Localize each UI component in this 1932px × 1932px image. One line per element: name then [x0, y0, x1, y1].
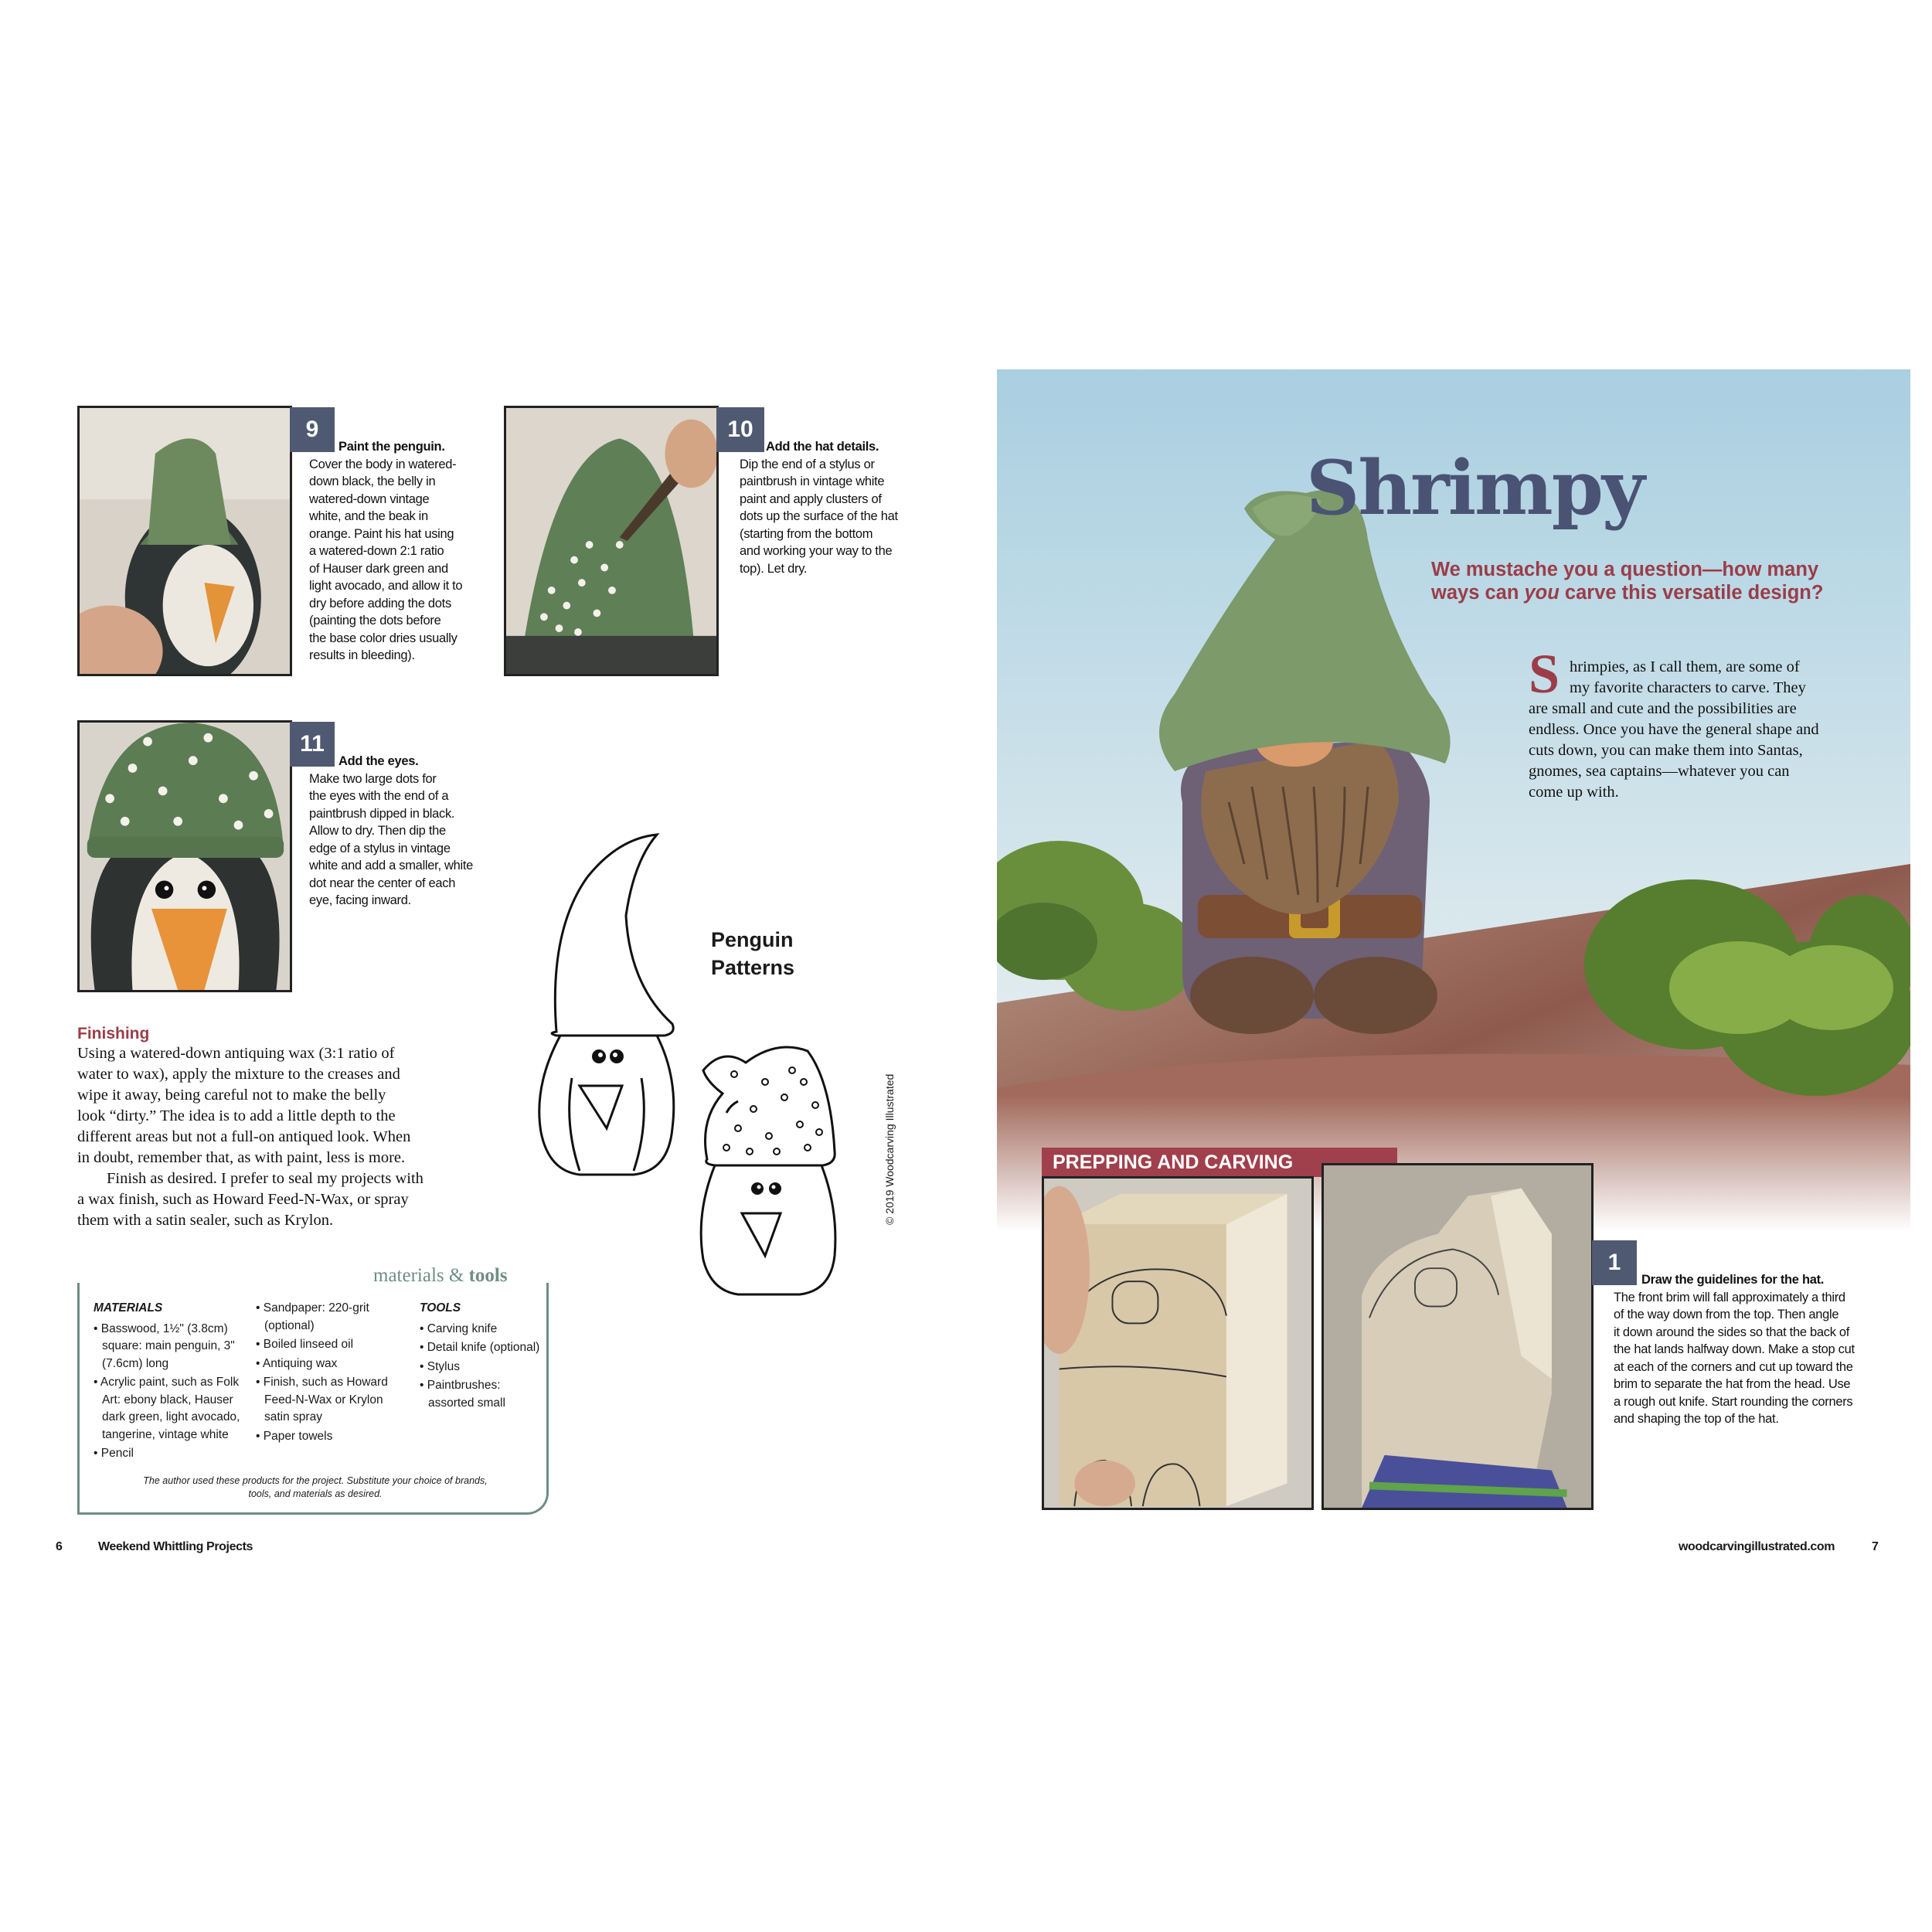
tools-column — [420, 1300, 543, 1413]
step-1-line: it down around the sides so that the back of — [1614, 1325, 1850, 1339]
materials-note-line: tools, and materials as desired. — [248, 1488, 383, 1499]
step-9-line: white, and the beak in — [309, 509, 428, 523]
step-1-photo-a — [1042, 1176, 1314, 1510]
step-11-line: paintbrush dipped in black. — [309, 806, 455, 821]
finishing-line: a wax finish, such as Howard Feed-N-Wax, or spray — [77, 1191, 409, 1208]
step-10-line: dots up the surface of the hat — [740, 509, 898, 523]
step-11-line: the eyes with the end of a — [309, 789, 449, 803]
step-11-line: eye, facing inward. — [309, 893, 411, 907]
materials-heading: MATERIALS — [94, 1301, 163, 1315]
step-11-line: Allow to dry. Then dip the — [309, 824, 446, 838]
intro-line: hrimpies, as I call them, are some of — [1570, 658, 1800, 675]
material-item: • Finish, such as Howard Feed-N-Wax or Krylon satin spray — [256, 1374, 391, 1427]
step-9-line: of Hauser dark green and — [309, 561, 448, 576]
intro-paragraph — [1529, 643, 1869, 803]
finishing-line: them with a satin sealer, such as Krylon. — [77, 1212, 334, 1229]
step-11-badge: 11 — [290, 722, 335, 767]
step-11-photo — [77, 720, 292, 992]
tool-item: • Stylus — [420, 1359, 543, 1376]
material-item: • Sandpaper: 220-grit (optional) — [256, 1300, 391, 1335]
materials-column-1 — [94, 1300, 252, 1464]
step-9-line: watered-down vintage — [309, 492, 430, 506]
finishing-line: in doubt, remember that, as with paint, less is more. — [77, 1149, 406, 1166]
step-9-photo — [77, 406, 292, 676]
step-9-line: (painting the dots before — [309, 614, 441, 628]
step-1-line: brim to separate the hat from the head. Use — [1614, 1377, 1851, 1391]
step-11-text — [309, 753, 487, 910]
deck-line-2: ways can you carve this versatile design? — [1431, 582, 1824, 604]
materials-tools-box — [77, 1283, 549, 1515]
step-11-line: edge of a stylus in vintage — [309, 841, 451, 855]
step-9-line: light avocado, and allow it to — [309, 579, 463, 593]
intro-line: gnomes, sea captains—whatever you can — [1529, 763, 1790, 780]
step-1-badge: 1 — [1592, 1240, 1637, 1285]
material-item: • Antiquing wax — [256, 1355, 391, 1373]
step-1-text — [1614, 1271, 1869, 1428]
penguin-pattern-tall-hat — [533, 831, 680, 1179]
pattern-label-line-2: Patterns — [711, 956, 795, 979]
finishing-line: look “dirty.” The idea is to add a little depth to the — [77, 1107, 396, 1124]
finishing-paragraph-2 — [77, 1168, 479, 1231]
step-10-line: (starting from the bottom — [740, 526, 873, 541]
left-footer-title: Weekend Whittling Projects — [98, 1540, 253, 1553]
intro-line: endless. Once you have the general shape and — [1529, 721, 1819, 738]
step-11-title: Add the eyes. — [338, 754, 419, 768]
materials-title-word: materials — [373, 1265, 444, 1286]
materials-title-amp: & — [444, 1265, 469, 1286]
material-item: • Paper towels — [256, 1428, 391, 1446]
intro-line: cuts down, you can make them into Santas, — [1529, 742, 1803, 759]
tools-heading: TOOLS — [420, 1301, 461, 1315]
tool-item: • Paintbrushes: assorted small — [420, 1377, 543, 1412]
materials-column-2 — [256, 1300, 391, 1447]
finishing-line: water to wax), apply the mixture to the creases and — [77, 1066, 400, 1083]
step-1-title: Draw the guidelines for the hat. — [1641, 1273, 1825, 1287]
step-10-line: and working your way to the — [740, 544, 893, 558]
material-item: • Acrylic paint, such as Folk Art: ebony black, Hauser dark green, light avocado, tangerine, vintage white — [94, 1374, 252, 1444]
pattern-label-line-1: Penguin — [711, 928, 794, 951]
step-10-badge: 10 — [716, 407, 764, 452]
materials-note-line: The author used these products for the project. Substitute your choice of brands, — [143, 1475, 488, 1486]
tool-item: • Carving knife — [420, 1321, 543, 1338]
finishing-line: Using a watered-down antiquing wax (3:1 ratio of — [77, 1045, 395, 1062]
step-1-line: a rough out knife. Start rounding the corners — [1614, 1394, 1853, 1409]
tool-item: • Detail knife (optional) — [420, 1339, 543, 1357]
section-banner: PREPPING AND CARVING — [1042, 1148, 1397, 1177]
finishing-line: Finish as desired. I prefer to seal my projects with — [107, 1170, 423, 1187]
step-1-line: and shaping the top of the hat. — [1614, 1412, 1779, 1426]
step-10-line: paint and apply clusters of — [740, 492, 882, 506]
step-10-line: top). Let dry. — [740, 561, 808, 576]
drop-cap: S — [1529, 643, 1560, 705]
step-1-photo-b — [1321, 1163, 1594, 1510]
step-10-title: Add the hat details. — [766, 440, 879, 454]
step-10-line: paintbrush in vintage white — [740, 474, 885, 488]
step-9-line: dry before adding the dots — [309, 596, 451, 611]
material-item: • Basswood, 1½" (3.8cm) square: main penguin, 3" (7.6cm) long — [94, 1321, 252, 1373]
step-9-badge: 9 — [290, 407, 335, 452]
step-9-title: Paint the penguin. — [338, 440, 445, 454]
step-1-line: at each of the corners and cut up toward the — [1614, 1359, 1853, 1374]
pattern-label — [711, 926, 794, 981]
step-10-text — [740, 438, 917, 577]
article-deck — [1431, 558, 1864, 604]
step-11-line: Make two large dots for — [309, 771, 437, 786]
step-9-line: a watered-down 2:1 ratio — [309, 544, 444, 558]
article-title: Shrimpy — [1306, 444, 1644, 532]
step-10-line: Dip the end of a stylus or — [740, 457, 875, 471]
deck-line-1: We mustache you a question—how many — [1431, 559, 1819, 580]
step-9-line: down black, the belly in — [309, 474, 436, 488]
finishing-heading: Finishing — [77, 1025, 150, 1043]
copyright-notice: © 2019 Woodcarving Illustrated — [883, 1073, 896, 1225]
step-11-line: dot near the center of each — [309, 876, 456, 890]
step-10-photo — [504, 406, 719, 676]
finishing-line: wipe it away, being careful not to make the belly — [77, 1087, 386, 1104]
step-9-text — [309, 438, 479, 665]
finishing-section — [77, 1025, 479, 1231]
materials-note — [80, 1475, 551, 1501]
step-1-line: the hat lands halfway down. Make a stop cut — [1614, 1342, 1855, 1356]
finishing-line: different areas but not a full-on antiqued look. When — [77, 1128, 411, 1145]
step-9-line: Cover the body in watered- — [309, 457, 457, 471]
step-1-line: The front brim will fall approximately a third — [1614, 1290, 1845, 1304]
left-page-number: 6 — [56, 1540, 63, 1553]
step-9-line: results in bleeding). — [309, 648, 415, 662]
intro-line: come up with. — [1529, 784, 1619, 801]
step-1-line: of the way down from the top. Then angle — [1614, 1308, 1839, 1321]
material-item: • Pencil — [94, 1445, 252, 1463]
step-9-line: orange. Paint his hat using — [309, 526, 454, 541]
intro-line: my favorite characters to carve. They — [1570, 679, 1806, 696]
material-item: • Boiled linseed oil — [256, 1336, 391, 1354]
tools-title-word: tools — [468, 1265, 508, 1286]
intro-line: are small and cute and the possibilities are — [1529, 700, 1797, 717]
step-9-line: the base color dries usually — [309, 631, 457, 645]
right-page-number: 7 — [1872, 1540, 1879, 1553]
step-11-line: white and add a smaller, white — [309, 859, 474, 872]
right-footer-site: woodcarvingillustrated.com — [1679, 1540, 1835, 1553]
penguin-pattern-mushroom-hat — [692, 1036, 846, 1298]
finishing-paragraph-1 — [77, 1043, 479, 1168]
